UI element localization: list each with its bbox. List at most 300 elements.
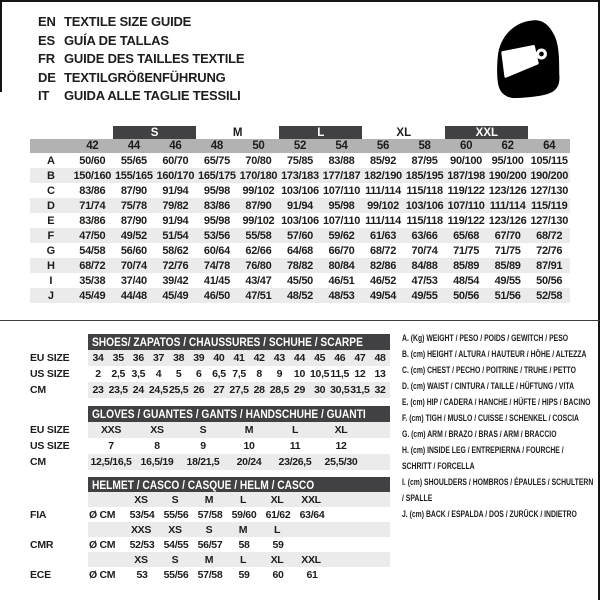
- measurement-cell: 115/118: [406, 214, 443, 227]
- unit-label: Ø CM: [89, 538, 116, 551]
- measurement-cell: 58/62: [162, 244, 189, 257]
- value-cell: 8: [256, 368, 262, 380]
- measurement-cell: 79/82: [155, 198, 197, 213]
- size-band-m: M: [196, 126, 279, 139]
- value-cell: 9: [276, 368, 283, 380]
- table-title-row: [30, 477, 392, 492]
- size-number-cell: 64: [528, 139, 570, 153]
- value-cell: 46: [334, 352, 346, 364]
- value-cell: 59: [272, 538, 284, 551]
- value-cell: 11,5: [330, 368, 350, 380]
- measurement-cell: 95/98: [203, 184, 230, 197]
- table-title-bar: [88, 477, 390, 493]
- measurement-cell: 72/76: [155, 258, 197, 273]
- measurement-cell: 55/65: [120, 154, 147, 167]
- value-cell: 27: [213, 384, 225, 396]
- size-band-xl: XL: [362, 126, 445, 139]
- measurement-row: [30, 243, 570, 258]
- measurement-cell: 91/94: [162, 184, 189, 197]
- value-cell: 2: [95, 368, 101, 380]
- value-cell: M: [204, 493, 214, 506]
- measurement-cell: 68/72: [370, 244, 397, 257]
- measurement-cell: 95/98: [321, 198, 363, 213]
- legend-entry: B. (cm) HEIGHT / ALTURA / HAUTEUR / HÖHE / ALTEZZA: [402, 349, 587, 360]
- sub-row: [30, 537, 392, 552]
- row-strip: [88, 537, 390, 552]
- measurement-cell: 150/160: [73, 169, 112, 182]
- row-strip: [88, 382, 390, 398]
- value-cell: 61/62: [265, 508, 291, 521]
- value-cell: 26: [193, 384, 205, 396]
- measurement-cell: 127/130: [530, 184, 569, 197]
- measurement-cell: 83/86: [79, 184, 106, 197]
- language-code: FR: [38, 51, 55, 66]
- row-label: F: [30, 228, 72, 243]
- value-cell: L: [239, 493, 247, 506]
- value-cell: XS: [150, 424, 164, 436]
- language-title: GUIDE DES TAILLES TEXTILE: [64, 51, 245, 66]
- measurement-cell: 72/76: [536, 244, 563, 257]
- measurement-row: [30, 258, 570, 273]
- measurement-cell: 51/54: [155, 228, 197, 243]
- legend-entry: G. (cm) ARM / BRAZO / BRAS / ARM / BRACCIO: [402, 429, 557, 440]
- measurement-cell: 49/55: [404, 288, 446, 303]
- measurement-cell: 190/200: [530, 169, 569, 182]
- value-cell: XXL: [301, 553, 321, 566]
- measurement-cell: 55/58: [238, 228, 280, 243]
- value-cell: 59: [238, 568, 250, 581]
- size-number-cell: 46: [155, 139, 197, 153]
- measurement-cell: 107/110: [322, 214, 361, 227]
- measurement-cell: 63/66: [404, 228, 446, 243]
- measurement-cell: 74/78: [196, 258, 238, 273]
- measurement-cell: 119/122: [447, 184, 485, 197]
- value-cell: XL: [334, 424, 348, 436]
- value-cell: S: [171, 553, 179, 566]
- value-cell: 53: [136, 568, 148, 581]
- value-cell: 58: [238, 538, 250, 551]
- value-cell: 48: [374, 352, 386, 364]
- measurement-cell: 155/165: [114, 169, 153, 182]
- measurement-cell: 35/38: [79, 274, 106, 287]
- measurement-cell: 119/122: [447, 214, 485, 227]
- measurement-cell: 47/50: [72, 228, 114, 243]
- measurement-cell: 52/58: [528, 288, 570, 303]
- row-strip: [88, 567, 390, 582]
- helmet-table: [30, 477, 392, 582]
- measurement-cell: 127/130: [530, 214, 569, 227]
- value-cell: 45: [314, 352, 326, 364]
- measurement-cell: 107/110: [445, 198, 487, 213]
- measurement-cell: 46/50: [196, 288, 238, 303]
- gloves-table: [30, 405, 392, 470]
- measurement-cell: 57/60: [279, 228, 321, 243]
- legend-entry: C. (cm) CHEST / PECHO / POITRINE / TRUHE / PETTO: [402, 365, 576, 376]
- measurement-row: [30, 288, 570, 303]
- size-number-cell: 52: [279, 139, 321, 153]
- measurement-row: [30, 273, 570, 288]
- size-number-cell: 54: [321, 139, 363, 153]
- measurement-cell: 67/70: [487, 228, 529, 243]
- legend-entry: D. (cm) WAIST / CINTURA / TAILLE / HÜFTUNG / VITA: [402, 381, 575, 392]
- row-label: EU SIZE: [30, 352, 70, 364]
- measurement-cell: 70/74: [113, 258, 155, 273]
- value-cell: 63/64: [299, 508, 325, 521]
- table-title-bar: [88, 334, 390, 350]
- value-cell: 28: [253, 384, 265, 396]
- measurement-cell: 71/74: [72, 198, 114, 213]
- row-label: CM: [30, 384, 46, 396]
- sub-row: [30, 366, 392, 382]
- value-cell: XXS: [130, 523, 152, 536]
- value-cell: 20/24: [236, 456, 262, 468]
- size-number-cell: 62: [487, 139, 529, 153]
- row-strip: [88, 507, 390, 522]
- measurement-cell: 87/90: [238, 198, 280, 213]
- language-code: ES: [38, 32, 55, 48]
- measurement-cell: 44/48: [113, 288, 155, 303]
- value-cell: 60: [272, 568, 284, 581]
- measurement-cell: 115/118: [406, 184, 443, 197]
- measurement-cell: 43/47: [245, 274, 272, 287]
- measurement-cell: 76/80: [238, 258, 280, 273]
- value-cell: 6: [196, 368, 202, 380]
- measurement-cell: 99/102: [362, 198, 404, 213]
- row-label: CMR: [30, 538, 54, 551]
- measurement-cell: 111/114: [365, 184, 401, 197]
- language-row: [38, 69, 244, 88]
- measurement-cell: 160/170: [156, 169, 195, 182]
- row-label: I: [49, 274, 53, 287]
- value-cell: XXL: [301, 493, 321, 506]
- value-cell: 24: [132, 384, 144, 396]
- measurement-row: [30, 183, 570, 198]
- value-cell: 10,5: [309, 368, 330, 380]
- table-title: GLOVES / GUANTES / GANTS / HANDSCHUHE / GUANTI: [92, 406, 366, 421]
- value-cell: XXS: [100, 424, 122, 436]
- value-cell: 31,5: [350, 384, 370, 396]
- sub-row: [30, 422, 392, 438]
- row-strip: [88, 492, 390, 507]
- measurement-cell: 66/70: [328, 244, 355, 257]
- row-label: J: [30, 288, 72, 303]
- measurement-cell: 85/92: [370, 154, 397, 167]
- corner-cell: [30, 139, 72, 153]
- value-cell: 57/58: [197, 508, 223, 521]
- language-code: IT: [38, 88, 50, 103]
- measurement-cell: 71/75: [453, 244, 480, 257]
- measurement-cell: 49/52: [113, 228, 155, 243]
- value-cell: 7: [108, 440, 114, 452]
- language-row: [38, 87, 244, 106]
- value-cell: 5: [175, 368, 182, 380]
- measurement-cell: 84/88: [404, 258, 446, 273]
- size-number-cell: 44: [113, 139, 155, 153]
- value-cell: 11: [289, 440, 301, 452]
- measurement-cell: 78/82: [279, 258, 321, 273]
- value-cell: 30,5: [330, 384, 350, 396]
- value-cell: 12,5/16,5: [90, 456, 132, 468]
- legend-entry: J. (cm) BACK / ESPALDA / DOS / ZURÜCK / INDIETRO: [402, 509, 577, 520]
- measurement-cell: 103/106: [281, 214, 319, 227]
- value-cell: 35: [112, 352, 124, 364]
- measurement-cell: 111/114: [365, 214, 401, 227]
- language-row: [38, 13, 244, 32]
- measurement-cell: 45/49: [72, 288, 114, 303]
- measurement-cell: 65/75: [203, 154, 230, 167]
- value-cell: L: [291, 424, 299, 436]
- language-title: GUIDA ALLE TAGLIE TESSILI: [64, 88, 241, 103]
- value-cell: 61: [306, 568, 318, 581]
- value-cell: 10: [293, 368, 306, 380]
- value-cell: 24,5: [148, 384, 169, 396]
- value-cell: 55/56: [163, 508, 189, 521]
- language-row: [38, 50, 244, 69]
- measurement-cell: 99/102: [242, 214, 275, 227]
- value-cell: 7,5: [232, 368, 246, 380]
- language-row: [38, 32, 244, 51]
- main-size-table-body: [30, 126, 570, 303]
- measurement-cell: 87/91: [528, 258, 570, 273]
- language-code: EN: [38, 14, 56, 29]
- value-cell: 44: [293, 352, 306, 364]
- value-cell: S: [205, 523, 213, 536]
- sub-row: [30, 552, 392, 567]
- value-cell: 3,5: [131, 368, 146, 380]
- size-number-cell: 50: [238, 139, 280, 153]
- value-cell: 23: [92, 384, 104, 396]
- value-cell: 6,5: [212, 368, 226, 380]
- row-strip: [88, 366, 390, 382]
- value-cell: 29: [293, 384, 306, 396]
- row-label: ECE: [30, 568, 51, 581]
- value-cell: 54/55: [163, 538, 189, 551]
- value-cell: L: [273, 523, 281, 536]
- value-cell: S: [171, 493, 179, 506]
- measurement-cell: 173/183: [281, 169, 319, 182]
- value-cell: 10: [243, 440, 255, 452]
- measurement-cell: 87/90: [120, 184, 147, 197]
- row-label: EU SIZE: [30, 424, 70, 436]
- sub-row: [30, 382, 392, 398]
- measurement-cell: 56/60: [120, 244, 147, 257]
- measurement-cell: 54/58: [79, 244, 106, 257]
- value-cell: XL: [270, 553, 284, 566]
- band-spacer: [30, 126, 113, 139]
- value-cell: 42: [253, 352, 265, 364]
- sub-row: [30, 492, 392, 507]
- size-number-cell: 42: [72, 139, 114, 153]
- size-band-xxl: XXL: [445, 126, 528, 139]
- size-band-l: L: [279, 126, 362, 139]
- measurement-cell: 103/106: [405, 199, 444, 212]
- value-cell: S: [199, 424, 207, 436]
- value-cell: 43: [273, 352, 285, 364]
- value-cell: 2,5: [111, 368, 126, 380]
- measurement-cell: 53/56: [196, 228, 238, 243]
- measurement-cell: 91/94: [279, 198, 321, 213]
- value-cell: 27,5: [229, 384, 249, 396]
- value-cell: M: [244, 424, 254, 436]
- value-cell: XS: [134, 493, 148, 506]
- measurement-cell: 62/66: [245, 244, 272, 257]
- shoes-table: [30, 333, 392, 398]
- table-title-bar: [88, 406, 390, 422]
- value-cell: 12: [335, 440, 347, 452]
- row-strip: [88, 552, 390, 567]
- section-divider: [0, 320, 600, 321]
- measurement-cell: 83/88: [328, 154, 355, 167]
- measurement-cell: 87/95: [411, 154, 438, 167]
- value-cell: 52/53: [129, 538, 155, 551]
- row-label: US SIZE: [30, 440, 70, 452]
- measurement-cell: 39/42: [162, 274, 189, 287]
- measurement-cell: 90/100: [450, 154, 482, 167]
- measurement-cell: 103/106: [281, 184, 319, 197]
- measurement-cell: 41/45: [203, 274, 230, 287]
- band-spacer: [528, 126, 570, 139]
- size-number-row: [30, 139, 570, 153]
- table-title-row: [30, 405, 392, 422]
- measurement-row: [30, 198, 570, 213]
- value-cell: 32: [374, 384, 386, 396]
- legend-entry: E. (cm) HIP / CADERA / HANCHE / HÜFTE / HIPS / BACINO: [402, 397, 591, 408]
- page-border-left: [0, 0, 2, 92]
- measurement-cell: 185/195: [405, 169, 444, 182]
- value-cell: 9: [200, 440, 206, 452]
- measurement-cell: 48/54: [453, 274, 480, 287]
- unit-label: Ø CM: [89, 568, 116, 581]
- measurement-cell: 61/63: [362, 228, 404, 243]
- measurement-cell: 51/56: [487, 288, 529, 303]
- value-cell: 16,5/19: [140, 456, 174, 468]
- row-strip: [88, 350, 390, 366]
- size-band-s: S: [113, 126, 196, 139]
- sub-row: [30, 522, 392, 537]
- measurement-cell: 50/56: [536, 274, 563, 287]
- table-title: HELMET / CASCO / CASQUE / HELM / CASCO: [92, 477, 315, 492]
- measurement-cell: 83/86: [196, 198, 238, 213]
- size-band-row: [30, 126, 570, 139]
- measurement-cell: 107/110: [322, 184, 361, 197]
- row-label: C: [46, 184, 55, 197]
- measurement-cell: 49/55: [494, 274, 521, 287]
- measurement-cell: 85/89: [445, 258, 487, 273]
- measurement-cell: 82/86: [362, 258, 404, 273]
- language-title: TEXTILGRÖßENFÜHRUNG: [64, 69, 226, 85]
- measurement-cell: 80/84: [321, 258, 363, 273]
- value-cell: 36: [132, 352, 144, 364]
- measurement-row: [30, 213, 570, 228]
- value-cell: 12: [354, 368, 366, 380]
- main-size-table: [30, 126, 570, 303]
- value-cell: 38: [173, 352, 185, 364]
- legend-entry: H. (cm) INSIDE LEG / ENTREPIERNA / FOURCHE / SCHRITT / FORCELLA: [402, 445, 564, 472]
- measurement-cell: 105/115: [530, 154, 568, 167]
- row-strip: [88, 522, 390, 537]
- measurement-row: [30, 228, 570, 243]
- measurement-cell: 48/53: [321, 288, 363, 303]
- sub-row: [30, 567, 392, 582]
- value-cell: XS: [168, 523, 182, 536]
- value-cell: 41: [233, 352, 245, 364]
- measurement-cell: 45/49: [155, 288, 197, 303]
- row-label: B: [30, 168, 72, 183]
- measurement-cell: 95/98: [203, 214, 230, 227]
- legend-entry: I. (cm) SHOULDERS / HOMBROS / ÉPAULES / SCHULTERN / SPALLE: [402, 477, 594, 504]
- legend-entry: F. (cm) TIGH / MUSLO / CUISSE / SCHENKEL / COSCIA: [402, 413, 579, 424]
- row-label: E: [47, 214, 55, 227]
- measurement-cell: 60/70: [162, 154, 189, 167]
- measurement-cell: 47/51: [238, 288, 280, 303]
- measurement-cell: 170/180: [239, 169, 278, 182]
- value-cell: XS: [134, 553, 148, 566]
- value-cell: 4: [155, 368, 162, 380]
- page-border-top: [0, 0, 600, 2]
- value-cell: 18/21,5: [186, 456, 220, 468]
- row-label: D: [30, 198, 72, 213]
- measurement-cell: 48/52: [279, 288, 321, 303]
- value-cell: 8: [154, 440, 160, 452]
- measurement-cell: 75/85: [286, 154, 313, 167]
- measurement-cell: 187/198: [447, 169, 485, 182]
- size-number-cell: 58: [404, 139, 446, 153]
- value-cell: 39: [193, 352, 205, 364]
- measurement-cell: 70/80: [245, 154, 272, 167]
- row-label: FIA: [30, 508, 47, 521]
- measurement-cell: 83/86: [79, 214, 106, 227]
- measurement-cell: 45/50: [286, 274, 313, 287]
- measurement-cell: 177/187: [322, 169, 361, 182]
- measurement-cell: 37/40: [120, 274, 147, 287]
- measurement-cell: 50/56: [445, 288, 487, 303]
- measurement-cell: 60/64: [203, 244, 230, 257]
- measurement-cell: 70/74: [411, 244, 438, 257]
- unit-label: Ø CM: [89, 508, 116, 521]
- measurement-cell: 49/54: [362, 288, 404, 303]
- measurement-cell: 165/175: [198, 169, 236, 182]
- measurement-cell: 123/126: [488, 184, 527, 197]
- value-cell: XL: [270, 493, 284, 506]
- value-cell: 55/56: [163, 568, 189, 581]
- value-cell: 28,5: [269, 384, 289, 396]
- measurement-cell: 46/51: [328, 274, 355, 287]
- row-strip: [88, 438, 390, 454]
- value-cell: 47: [354, 352, 366, 364]
- measurement-cell: 190/200: [488, 169, 527, 182]
- legend-entry: A. (Kg) WEIGHT / PESO / POIDS / GEWITCH / PESO: [402, 333, 569, 344]
- value-cell: M: [238, 523, 248, 536]
- value-cell: 57/58: [197, 568, 223, 581]
- value-cell: 37: [152, 352, 165, 364]
- row-strip: [88, 454, 390, 470]
- racing-helmet-icon: [490, 14, 568, 108]
- measurement-cell: 46/52: [370, 274, 397, 287]
- measurement-row: [30, 168, 570, 183]
- measurement-legend: [402, 331, 595, 523]
- language-code: DE: [38, 69, 56, 85]
- measurement-cell: 68/72: [72, 258, 114, 273]
- measurement-cell: 47/53: [411, 274, 438, 287]
- language-title: GUÍA DE TALLAS: [64, 32, 169, 48]
- measurement-cell: 71/75: [494, 244, 521, 257]
- value-cell: 34: [92, 352, 104, 364]
- row-label: A: [46, 154, 55, 167]
- measurement-cell: 59/62: [321, 228, 363, 243]
- row-label: H: [30, 258, 72, 273]
- value-cell: 25,5/30: [324, 456, 358, 468]
- measurement-cell: 182/190: [364, 169, 402, 182]
